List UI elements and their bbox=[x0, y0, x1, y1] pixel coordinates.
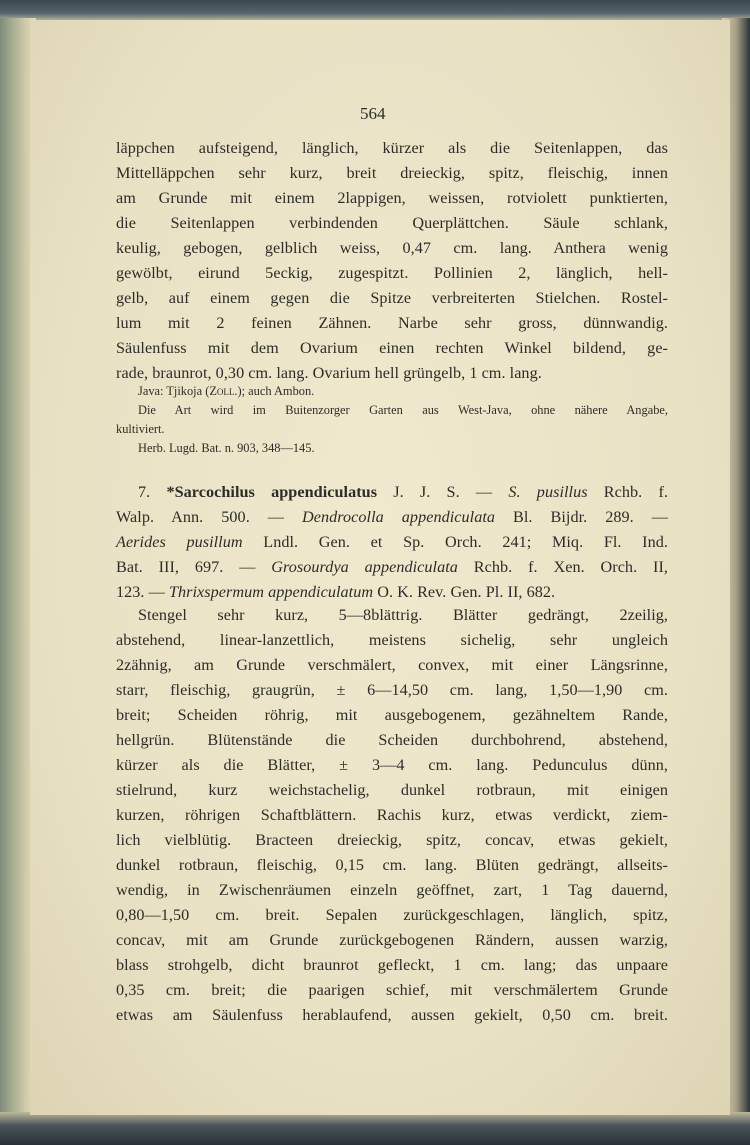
text-line: kürzer als die Blätter, ± 3—4 cm. lang. Pedunculus dünn, bbox=[116, 756, 668, 774]
text-line: 2zähnig, am Grunde verschmälert, convex, mit einer Längsrinne, bbox=[116, 656, 668, 674]
synonymy-line: Walp. Ann. 500. — Dendrocolla appendiculata Bl. Bijdr. 289. — bbox=[116, 508, 668, 526]
paragraph-continued bbox=[116, 136, 668, 386]
cultivation-note-cont: kultiviert. bbox=[116, 422, 165, 436]
species-description bbox=[116, 603, 668, 1028]
text-line: läppchen aufsteigend, länglich, kürzer als die Seitenlappen, das bbox=[116, 139, 668, 157]
text-line: gelb, auf einem gegen die Spitze verbreiterten Stielchen. Rostel- bbox=[116, 289, 668, 307]
text-line: Mittelläppchen sehr kurz, breit dreieckig, spitz, fleischig, innen bbox=[116, 164, 668, 182]
text-line: breit; Scheiden röhrig, mit ausgebogenem, gezähneltem Rande, bbox=[116, 706, 668, 724]
text-line: keulig, gebogen, gelblich weiss, 0,47 cm. lang. Anthera wenig bbox=[116, 239, 668, 257]
notes-block bbox=[116, 382, 668, 458]
text-line: abstehend, linear-lanzettlich, meistens sichelig, sehr ungleich bbox=[116, 631, 668, 649]
text-line: wendig, in Zwischenräumen einzeln geöffnet, zart, 1 Tag dauernd, bbox=[116, 881, 668, 899]
text-line: am Grunde mit einem 2lappigen, weissen, rotviolett punktierten, bbox=[116, 189, 668, 207]
synonymy-line: 123. — Thrixspermum appendiculatum O. K. Rev. Gen. Pl. II, 682. bbox=[116, 583, 556, 601]
synonymy-line: Bat. III, 697. — Grosourdya appendiculata Rchb. f. Xen. Orch. II, bbox=[116, 558, 668, 576]
text-line: etwas am Säulenfuss herablaufend, aussen gekielt, 0,50 cm. breit. bbox=[116, 1006, 668, 1024]
text-line: Stengel sehr kurz, 5—8blättrig. Blätter gedrängt, 2zeilig, bbox=[138, 606, 668, 624]
text-line: hellgrün. Blütenstände die Scheiden durchbohrend, abstehend, bbox=[116, 731, 668, 749]
locality-note: Java: Tjikoja (Zoll.); auch Ambon. bbox=[138, 384, 315, 398]
species-name: *Sarcochilus appendiculatus bbox=[166, 483, 378, 501]
text-line: starr, fleischig, graugrün, ± 6—14,50 cm. lang, 1,50—1,90 cm. bbox=[116, 681, 668, 699]
text-line: kurzen, röhrigen Schaftblättern. Rachis kurz, etwas verdickt, ziem- bbox=[116, 806, 668, 824]
text-line: stielrund, kurz weichstachelig, dunkel rotbraun, mit einigen bbox=[116, 781, 668, 799]
text-line: lum mit 2 feinen Zähnen. Narbe sehr gross, dünnwandig. bbox=[116, 314, 668, 332]
synonymy-line: Aerides pusillum Lndl. Gen. et Sp. Orch. 241; Miq. Fl. Ind. bbox=[116, 533, 668, 551]
text-line: 0,35 cm. breit; die paarigen schief, mit verschmälertem Grunde bbox=[116, 981, 668, 999]
text-line: lich vielblütig. Bracteen dreieckig, spitz, concav, etwas gekielt, bbox=[116, 831, 668, 849]
bottom-book-edge bbox=[0, 1112, 750, 1145]
species-entry bbox=[116, 480, 668, 605]
cultivation-note: Die Art wird im Buitenzorger Garten aus West-Java, ohne nähere Angabe, bbox=[138, 403, 668, 417]
text-line: concav, mit am Grunde zurückgebogenen Rändern, aussen warzig, bbox=[116, 931, 668, 949]
text-line: 0,80—1,50 cm. breit. Sepalen zurückgeschlagen, länglich, spitz, bbox=[116, 906, 668, 924]
species-heading: 7. *Sarcochilus appendiculatus J. J. S. — S. pusillus Rchb. f. bbox=[138, 483, 668, 501]
herbarium-note: Herb. Lugd. Bat. n. 903, 348—145. bbox=[138, 441, 315, 455]
text-line: Säulenfuss mit dem Ovarium einen rechten Winkel bildend, ge- bbox=[116, 339, 668, 357]
top-book-edge bbox=[0, 0, 750, 22]
text-line: dunkel rotbraun, fleischig, 0,15 cm. lang. Blüten gedrängt, allseits- bbox=[116, 856, 668, 874]
text-line: blass strohgelb, dicht braunrot gefleckt, 1 cm. lang; das unpaare bbox=[116, 956, 668, 974]
text-line: gewölbt, eirund 5eckig, zugespitzt. Pollinien 2, länglich, hell- bbox=[116, 264, 668, 282]
text-line: rade, braunrot, 0,30 cm. lang. Ovarium hell grüngelb, 1 cm. lang. bbox=[116, 364, 542, 382]
page-number: 564 bbox=[360, 104, 386, 123]
text-line: die Seitenlappen verbindenden Querplättchen. Säule schlank, bbox=[116, 214, 668, 232]
